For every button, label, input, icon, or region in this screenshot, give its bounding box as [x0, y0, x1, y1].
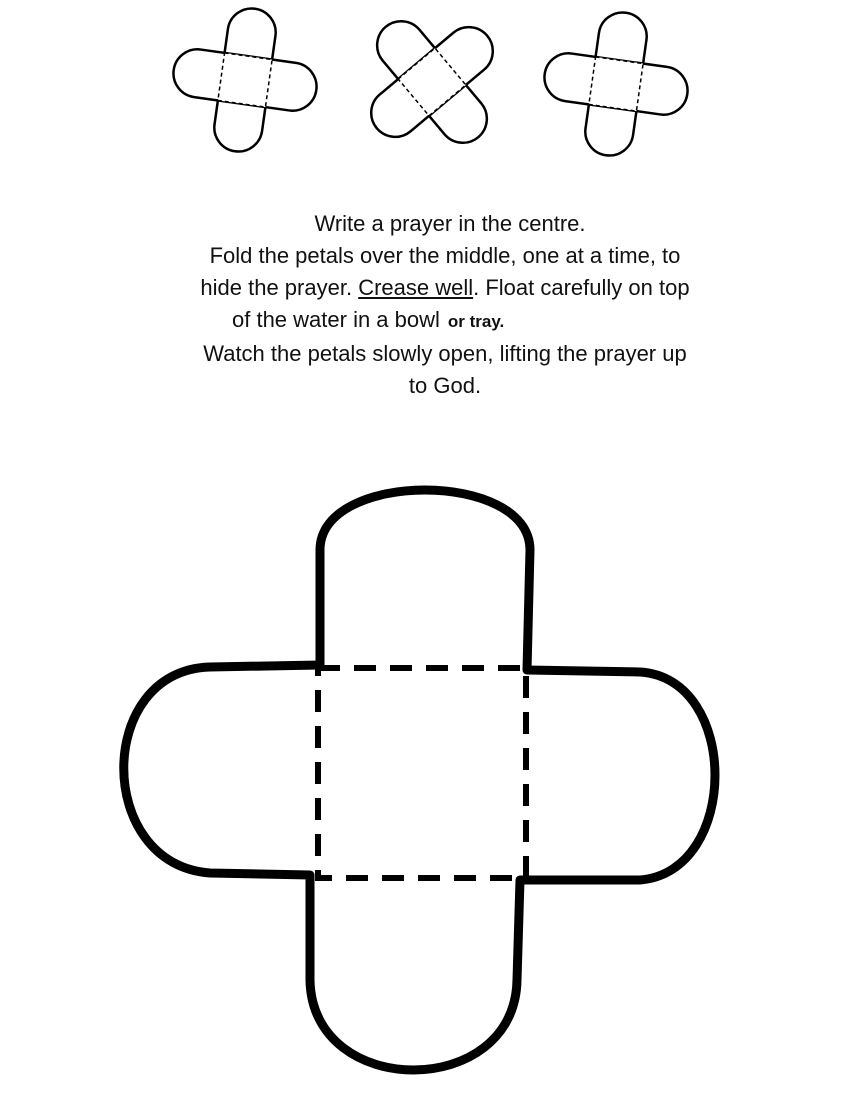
instruction-line-3-start: hide the prayer. [200, 275, 359, 300]
crease-well-text: Crease well [358, 275, 474, 300]
instruction-line-1: Write a prayer in the centre. [314, 211, 586, 236]
small-petal-pattern-1 [164, 0, 327, 161]
or-tray-text: or tray. [447, 312, 505, 331]
instruction-line-3-end: . Float carefully on top [473, 275, 690, 300]
instruction-line-4 [150, 304, 740, 338]
instruction-line-4-text: of the water in a bowl [232, 307, 440, 332]
instruction-line-6: to God. [408, 373, 482, 398]
instructions [150, 208, 740, 402]
instruction-line-2: Fold the petals over the middle, one at a time, to [209, 243, 681, 268]
small-petal-pattern-2 [331, 0, 534, 170]
petal-outline [124, 490, 715, 1070]
instruction-line-3 [150, 272, 740, 304]
small-petal-pattern-3 [535, 3, 698, 166]
small-petal-patterns [0, 0, 854, 170]
large-petal-template [0, 460, 854, 1100]
instruction-line-5: Watch the petals slowly open, lifting the prayer up [203, 341, 687, 366]
